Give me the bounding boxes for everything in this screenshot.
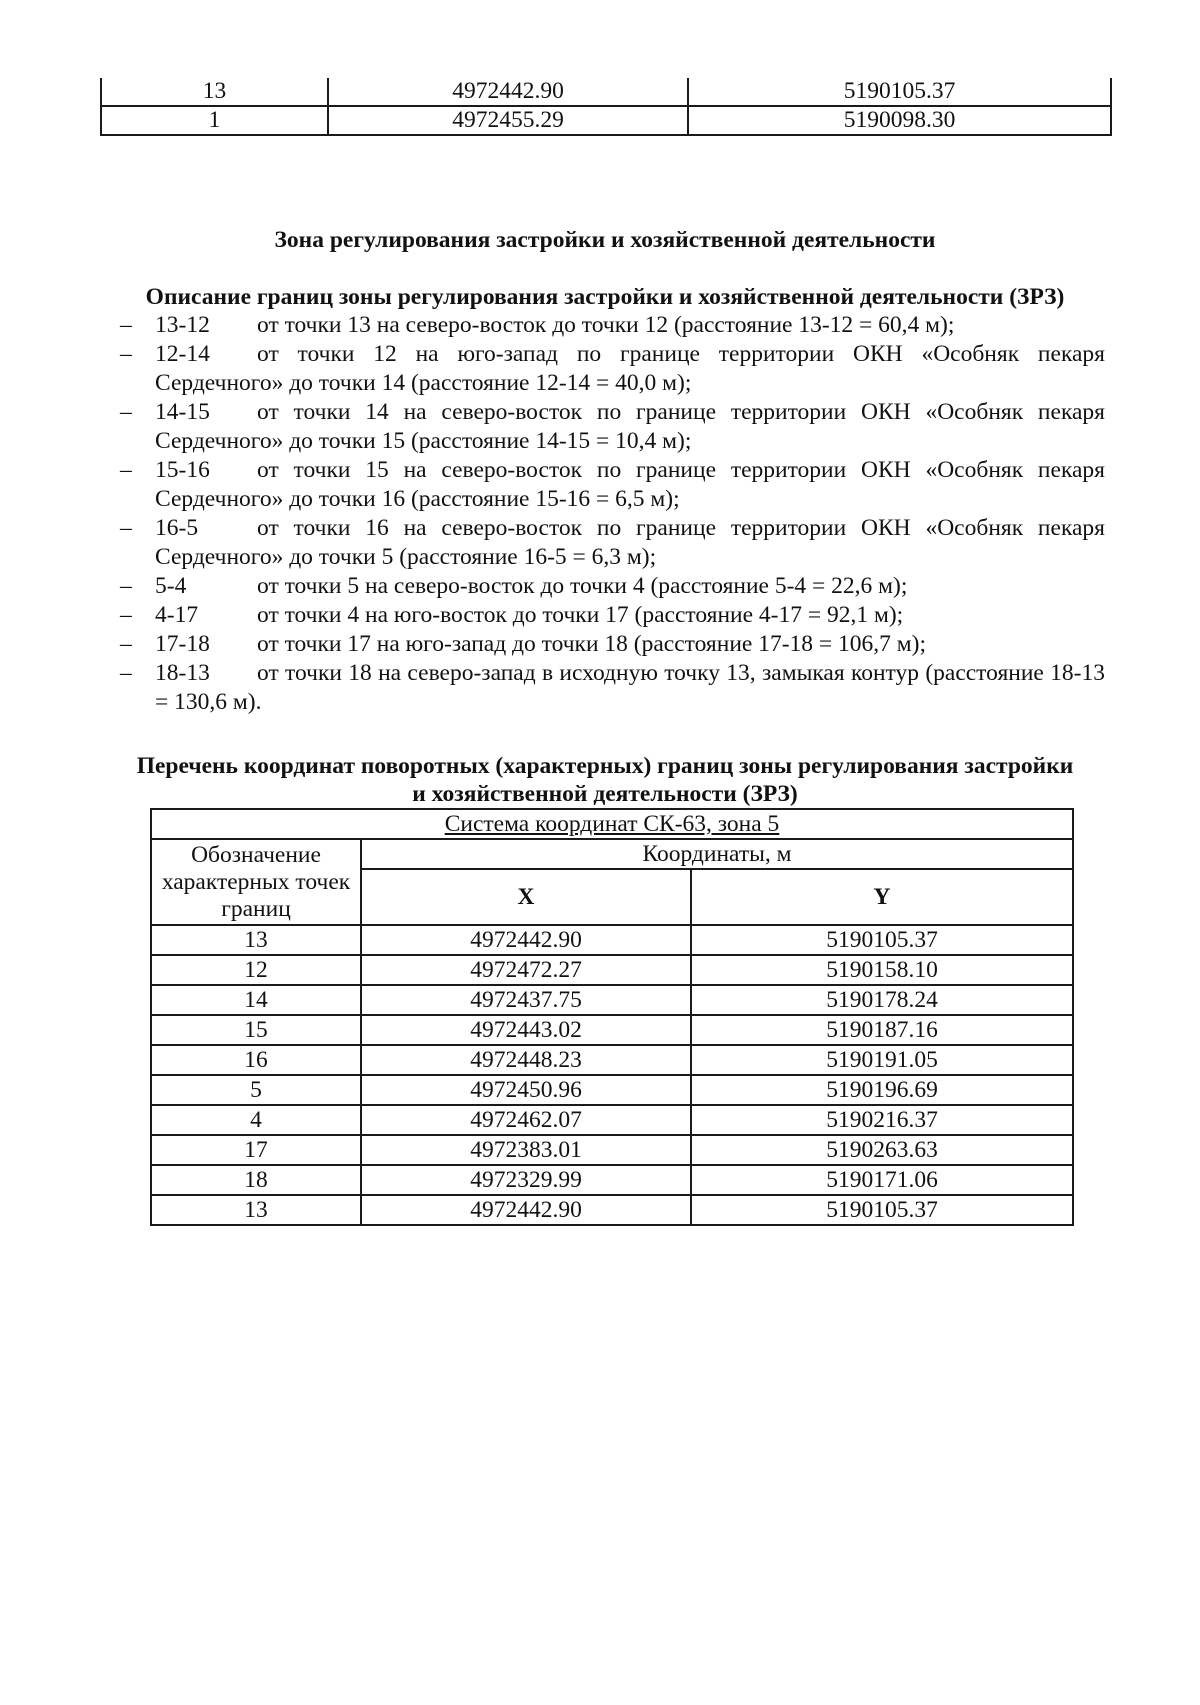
- y-cell: 5190105.37: [691, 925, 1073, 955]
- segment-description: от точки 14 на северо-восток по границе территории ОКН «Особняк пекаря Сердечного» до точки 15 (расстояние 14-15 = 10,4 м);: [155, 399, 1105, 454]
- dash-marker: –: [120, 660, 132, 686]
- segment-label: 4-17: [155, 602, 199, 628]
- segment-label: 15-16: [155, 457, 210, 483]
- table-header-row: [151, 839, 1073, 869]
- dash-marker: –: [120, 457, 132, 483]
- previous-coordinates-table-fragment: [100, 78, 1112, 136]
- segment-description: от точки 15 на северо-восток по границе территории ОКН «Особняк пекаря Сердечного» до точки 16 (расстояние 15-16 = 6,5 м);: [155, 457, 1105, 512]
- dash-marker: –: [120, 631, 132, 657]
- list-item: [120, 572, 1105, 601]
- list-item: [120, 456, 1105, 514]
- coordinates-title: [100, 752, 1110, 808]
- segment-label: 13-12: [155, 312, 210, 338]
- y-cell: 5190171.06: [691, 1165, 1073, 1195]
- list-item: [120, 398, 1105, 456]
- point-cell: 13: [151, 1195, 361, 1225]
- table-row: [151, 955, 1073, 985]
- y-cell: 5190263.63: [691, 1135, 1073, 1165]
- point-cell: 4: [151, 1105, 361, 1135]
- coordinates-title-line2: и хозяйственной деятельности (ЗРЗ): [412, 781, 798, 807]
- segment-label: 16-5: [155, 515, 199, 541]
- segment-description: от точки 4 на юго-восток до точки 17 (расстояние 4-17 = 92,1 м);: [257, 602, 904, 628]
- segment-description: от точки 12 на юго-запад по границе территории ОКН «Особняк пекаря Сердечного» до точки 14 (расстояние 12-14 = 40,0 м);: [155, 341, 1105, 396]
- description-title: Описание границ зоны регулирования застройки и хозяйственной деятельности (ЗРЗ): [145, 284, 1065, 310]
- coordinates-title-line1: Перечень координат поворотных (характерных) границ зоны регулирования застройки: [136, 753, 1074, 779]
- segment-description: от точки 5 на северо-восток до точки 4 (расстояние 5-4 = 22,6 м);: [257, 573, 908, 599]
- y-cell: 5190105.37: [691, 1195, 1073, 1225]
- segment-description: от точки 13 на северо-восток до точки 12 (расстояние 13-12 = 60,4 м);: [257, 312, 955, 338]
- point-cell: 15: [151, 1015, 361, 1045]
- y-column-header: Y: [691, 869, 1073, 925]
- dash-marker: –: [120, 573, 132, 599]
- x-cell: 4972437.75: [361, 985, 691, 1015]
- table-row: [151, 1165, 1073, 1195]
- x-cell: 4972443.02: [361, 1015, 691, 1045]
- list-item: [120, 630, 1105, 659]
- x-cell: 4972448.23: [361, 1045, 691, 1075]
- y-cell: 5190187.16: [691, 1015, 1073, 1045]
- point-cell: 16: [151, 1045, 361, 1075]
- table-row: [101, 78, 1111, 106]
- point-cell: 14: [151, 985, 361, 1015]
- y-cell: 5190191.05: [691, 1045, 1073, 1075]
- segment-description: от точки 17 на юго-запад до точки 18 (расстояние 17-18 = 106,7 м);: [257, 631, 927, 657]
- dash-marker: –: [120, 515, 132, 541]
- y-cell: 5190196.69: [691, 1075, 1073, 1105]
- dash-marker: –: [120, 399, 132, 425]
- list-item: [120, 340, 1105, 398]
- dash-marker: –: [120, 602, 132, 628]
- segment-label: 18-13: [155, 660, 210, 686]
- point-cell: 17: [151, 1135, 361, 1165]
- list-item: [120, 659, 1105, 717]
- dash-marker: –: [120, 341, 132, 367]
- table-row: [151, 1045, 1073, 1075]
- y-cell: 5190105.37: [688, 78, 1111, 106]
- x-cell: 4972442.90: [361, 1195, 691, 1225]
- boundary-description-list: [120, 311, 1105, 717]
- point-cell: 18: [151, 1165, 361, 1195]
- point-designation-header: Обозначение характерных точек границ: [151, 839, 361, 925]
- segment-label: 5-4: [155, 573, 187, 599]
- point-cell: 13: [101, 78, 328, 106]
- segment-label: 17-18: [155, 631, 210, 657]
- y-cell: 5190216.37: [691, 1105, 1073, 1135]
- table-row: [151, 985, 1073, 1015]
- segment-label: 12-14: [155, 341, 210, 367]
- y-cell: 5190178.24: [691, 985, 1073, 1015]
- y-cell: 5190098.30: [688, 106, 1111, 135]
- coordinates-table: [150, 808, 1074, 1226]
- x-cell: 4972442.90: [361, 925, 691, 955]
- table-row: [151, 1135, 1073, 1165]
- table-row: [151, 1105, 1073, 1135]
- table-row: [151, 1015, 1073, 1045]
- segment-description: от точки 16 на северо-восток по границе территории ОКН «Особняк пекаря Сердечного» до точки 5 (расстояние 16-5 = 6,3 м);: [155, 515, 1105, 570]
- list-item: [120, 514, 1105, 572]
- table-row: [101, 106, 1111, 135]
- coordinates-header: Координаты, м: [361, 839, 1073, 869]
- x-cell: 4972442.90: [328, 78, 688, 106]
- x-column-header: X: [361, 869, 691, 925]
- list-item: [120, 601, 1105, 630]
- table-row: [151, 1195, 1073, 1225]
- point-cell: 13: [151, 925, 361, 955]
- point-cell: 12: [151, 955, 361, 985]
- table-row: [151, 925, 1073, 955]
- list-item: [120, 311, 1105, 340]
- x-cell: 4972329.99: [361, 1165, 691, 1195]
- dash-marker: –: [120, 312, 132, 338]
- point-cell: 5: [151, 1075, 361, 1105]
- x-cell: 4972472.27: [361, 955, 691, 985]
- x-cell: 4972450.96: [361, 1075, 691, 1105]
- zone-title: Зона регулирования застройки и хозяйственной деятельности: [274, 227, 936, 253]
- x-cell: 4972462.07: [361, 1105, 691, 1135]
- coordinate-system-header: Система координат СК-63, зона 5: [151, 809, 1073, 839]
- x-cell: 4972383.01: [361, 1135, 691, 1165]
- y-cell: 5190158.10: [691, 955, 1073, 985]
- segment-description: от точки 18 на северо-запад в исходную точку 13, замыкая контур (расстояние 18-13 = 130,6 м).: [155, 660, 1105, 715]
- segment-label: 14-15: [155, 399, 210, 425]
- table-row: [151, 1075, 1073, 1105]
- table-header-row: [151, 809, 1073, 839]
- point-cell: 1: [101, 106, 328, 135]
- x-cell: 4972455.29: [328, 106, 688, 135]
